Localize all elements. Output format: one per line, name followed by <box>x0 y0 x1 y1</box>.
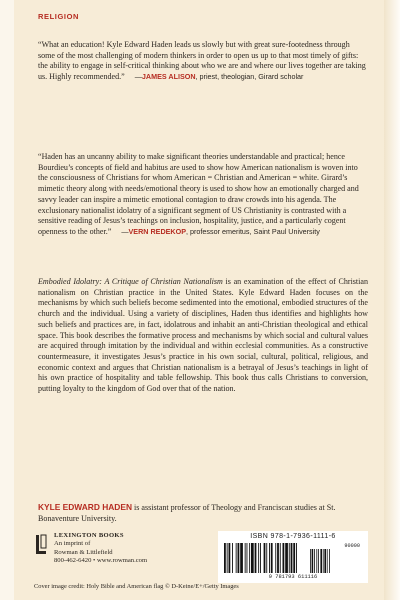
book-description <box>38 277 368 395</box>
page-edge-left <box>0 0 14 600</box>
blurb-author-title: , priest, theologian, Girard scholar <box>195 72 304 82</box>
author-name: KYLE EDWARD HADEN <box>38 502 132 512</box>
publisher-name: LEXINGTON BOOKS <box>54 532 124 539</box>
barcode-addon-digits: 90000 <box>344 543 360 549</box>
blurb-redekop <box>38 152 368 238</box>
author-bio-text: is assistant professor of Theology and Franciscan studies at St. Bonaventure University. <box>38 503 336 523</box>
blurb-quote: “What an education! Kyle Edward Haden leads us slowly but with great sure-footedness through some of the most challenging of modern thinkers in order to open us up to that most timely of gifts: the ability to engage in self-critical thinking about who we are and where our lives together are taking us. Highly recommended.” <box>38 40 366 82</box>
publisher-imprint-line: An imprint of <box>54 540 91 548</box>
blurb-attribution: —VERN REDEKOP, professor emeritus, Saint Paul University <box>121 226 320 236</box>
lexington-books-logo-icon <box>34 534 48 556</box>
page-edge-right <box>384 0 400 600</box>
blurb-quote: “Haden has an uncanny ability to make significant theories understandable and practical; hence Bourdieu’s concepts of field and habitus are used to show how American nationalism is woven into the consciousness of Christians for whom American = Christian and American = white. Girard’s mimetic theory along with needs/emotional theory is used to show how an emotionally charged and savvy leader can inspire a mimetic emotional contagion to draw crowds into his agenda. The exclusionary nationalist idolatry of a significant segment of US Christianity is contrasted with a sensitive reading of Jesus’s teachings on inclusion, hospitality, justice, and a particularly cogent openness to the other.” <box>38 152 359 236</box>
publisher-text <box>54 532 147 566</box>
description-text: is an examination of the effect of Christian nationalism on Christian practice in the United States. Kyle Edward Haden focuses on the mechanisms by which such beliefs become sedimented into the emotional, embodied structures of the church and the individual. Using a variety of disciplines, Haden thus identifies and highlights how such beliefs and practices are, in fact, idolatrous and inhabit an anti-Christian theological and ethical space. This book describes the formative process and mechanisms by which social and cultural values are acquired through imitation by the individual and within ecclesial communities. As a constructive countermeasure, it investigates Jesus’s practice in his own social, cultural, political, religious, and economic context and argues that Christian nationalism is a betrayal of Jesus’s teachings in light of his own practice of hospitality and table fellowship. This book thus calls Christians to conversion, putting loyalty to the kingdom of God over that of the nation. <box>38 277 368 394</box>
book-title: Embodied Idolatry: A Critique of Christian Nationalism <box>38 277 223 286</box>
publisher-parent-line: Rowman & Littlefield <box>54 548 113 556</box>
category-label: RELIGION <box>38 12 80 21</box>
publisher-block <box>34 532 194 582</box>
publisher-contact-line: 800-462-6420 • www.rowman.com <box>54 557 148 565</box>
blurb-alison <box>38 40 368 83</box>
barcode-ean-digits: 9 781793 611116 <box>268 574 318 580</box>
blurb-attribution: —JAMES ALISON, priest, theologian, Girard scholar <box>134 72 304 82</box>
blurb-author-title: , professor emeritus, Saint Paul University <box>186 226 320 236</box>
blurb-author-name: JAMES ALISON <box>141 72 196 82</box>
isbn-number: ISBN 978-1-7936-1111-6 <box>250 533 336 540</box>
author-bio <box>38 502 368 524</box>
cover-image-credit: Cover image credit: Holy Bible and American flag © D-Keine/E+/Getty Images <box>34 583 239 590</box>
barcode-icon <box>224 543 330 573</box>
barcode-block <box>218 531 368 583</box>
blurb-author-name: VERN REDEKOP <box>128 226 187 236</box>
